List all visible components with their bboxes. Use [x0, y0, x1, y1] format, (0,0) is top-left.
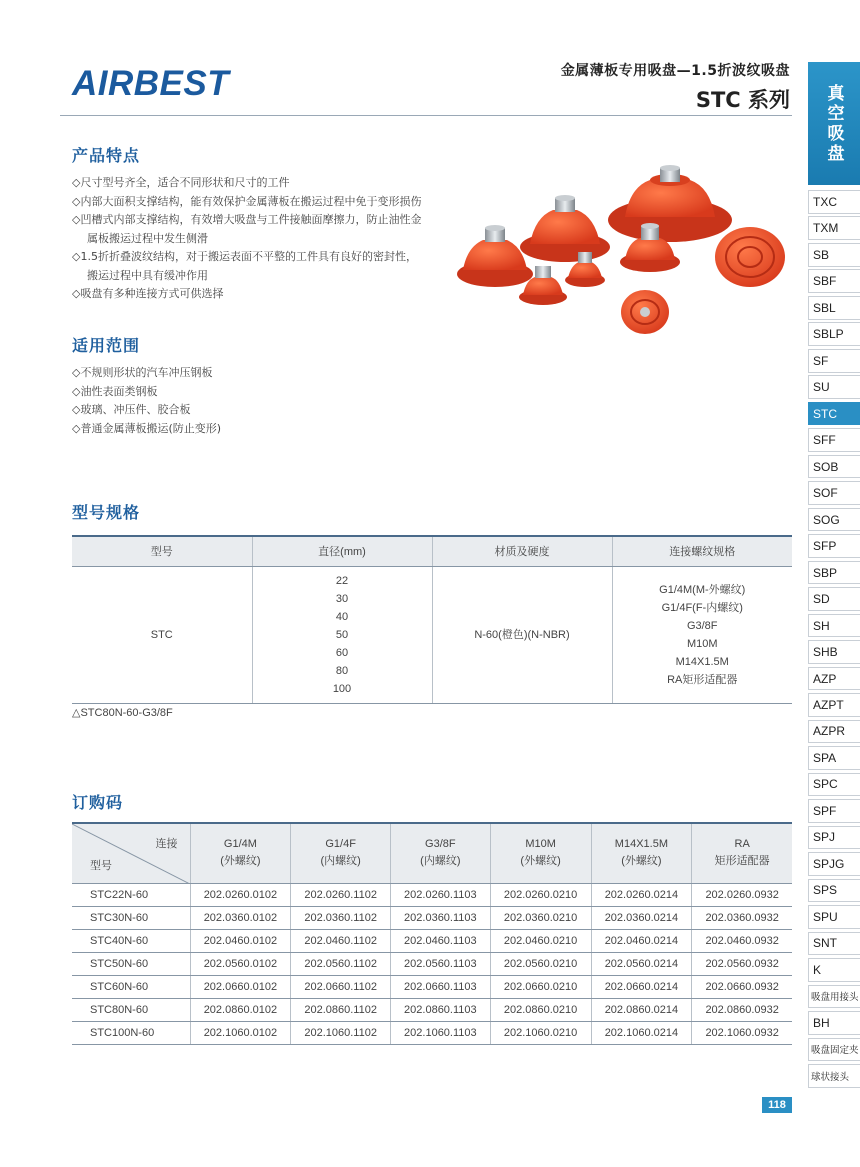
application-item: ◇普通金属薄板搬运(防止变形) [72, 421, 222, 435]
order-code-cell: 202.0560.1102 [291, 952, 391, 975]
order-column-header [591, 823, 692, 883]
side-nav-item[interactable]: AZP [808, 667, 860, 691]
spec-header-diameter: 直径(mm) [252, 536, 432, 566]
applications-list [72, 364, 221, 438]
side-nav-item[interactable]: SB [808, 243, 860, 267]
side-nav-item[interactable]: SOG [808, 508, 860, 532]
order-code-cell: 202.0360.0932 [692, 906, 792, 929]
thread-kind: (内螺纹) [320, 855, 361, 868]
feature-item: 属板搬运过程中发生侧滑 [87, 231, 208, 245]
features-list [72, 174, 421, 304]
order-code-cell: 202.1060.0102 [190, 1022, 291, 1045]
brand-logo: AIRBEST [72, 64, 230, 103]
order-code-cell: 202.0860.0932 [692, 998, 792, 1021]
side-nav-item[interactable]: AZPR [808, 720, 860, 744]
order-code-cell: 202.0360.0102 [190, 906, 291, 929]
side-nav-item[interactable]: SPJG [808, 852, 860, 876]
order-code-cell: 202.1060.0932 [692, 1022, 792, 1045]
order-code-cell: 202.0460.0210 [490, 929, 591, 952]
corner-model-label: 型号 [90, 859, 112, 872]
table-row [72, 906, 792, 929]
spec-diameters [252, 566, 432, 703]
order-code-cell: 202.1060.0214 [591, 1022, 692, 1045]
thread-option: RA矩形适配器 [667, 673, 738, 686]
applications-heading: 适用范围 [72, 336, 141, 355]
spec-material: N-60(橙色)(N-NBR) [432, 566, 612, 703]
side-nav-item[interactable]: STC [808, 402, 860, 426]
table-row [72, 952, 792, 975]
row-model: STC80N-60 [72, 998, 190, 1021]
order-code-cell: 202.0560.0932 [692, 952, 792, 975]
side-nav-item[interactable]: 吸盘固定夹 [808, 1038, 860, 1062]
thread-type: RA [734, 838, 750, 851]
order-code-cell: 202.0460.1102 [291, 929, 391, 952]
order-code-cell: 202.0460.0214 [591, 929, 692, 952]
side-nav-item[interactable]: SFP [808, 534, 860, 558]
order-code-cell: 202.0360.0214 [591, 906, 692, 929]
features-heading: 产品特点 [72, 146, 141, 165]
suction-cups-product-photo [455, 162, 785, 342]
header-divider [60, 115, 792, 116]
thread-kind: (外螺纹) [621, 855, 662, 868]
side-nav-item[interactable]: SU [808, 375, 860, 399]
order-code-cell: 202.0260.0932 [692, 883, 792, 906]
thread-kind: (内螺纹) [420, 855, 461, 868]
side-nav-item[interactable]: SHB [808, 640, 860, 664]
side-nav-item[interactable]: SOF [808, 481, 860, 505]
thread-type: M10M [525, 838, 556, 851]
thread-type: G3/8F [425, 838, 456, 851]
order-code-cell: 202.0660.0102 [190, 975, 291, 998]
spec-model: STC [72, 566, 252, 703]
order-code-cell: 202.0660.1102 [291, 975, 391, 998]
order-column-header [490, 823, 591, 883]
order-column-header [692, 823, 792, 883]
diameter-value: 80 [335, 664, 349, 677]
feature-item: ◇内部大面积支撑结构，能有效保护金属薄板在搬运过程中免于变形损伤 [72, 194, 422, 208]
side-nav-item[interactable]: SBF [808, 269, 860, 293]
diagonal-divider [72, 824, 190, 884]
side-nav-item[interactable]: SF [808, 349, 860, 373]
application-item: ◇不规则形状的汽车冲压钢板 [72, 366, 213, 379]
side-nav-item[interactable]: 吸盘用接头 [808, 985, 860, 1009]
order-column-header [190, 823, 291, 883]
side-nav-item[interactable]: 球状接头 [808, 1064, 860, 1088]
order-column-header [391, 823, 491, 883]
side-nav-item[interactable]: SBL [808, 296, 860, 320]
spec-header-model: 型号 [72, 536, 252, 566]
side-nav-item[interactable]: SPJ [808, 826, 860, 850]
table-row [72, 929, 792, 952]
row-model: STC50N-60 [72, 952, 190, 975]
table-row [72, 975, 792, 998]
side-nav-item[interactable]: SPC [808, 773, 860, 797]
application-item: ◇玻璃、冲压件、胶合板 [72, 403, 191, 416]
series-index-nav [808, 190, 860, 1090]
row-model: STC30N-60 [72, 906, 190, 929]
order-corner-header [72, 823, 190, 883]
thread-kind: 矩形适配器 [714, 855, 770, 868]
side-nav-item[interactable]: SH [808, 614, 860, 638]
order-code-cell: 202.0560.0210 [490, 952, 591, 975]
side-nav-item[interactable]: SFF [808, 428, 860, 452]
order-code-cell: 202.0260.0214 [591, 883, 692, 906]
order-code-cell: 202.0660.0932 [692, 975, 792, 998]
side-nav-item[interactable]: SD [808, 587, 860, 611]
thread-option: G1/4M(M-外螺纹) [659, 583, 746, 596]
thread-kind: (外螺纹) [520, 855, 561, 868]
category-tab[interactable]: 真空吸盘 [808, 62, 860, 185]
side-nav-item[interactable]: SPU [808, 905, 860, 929]
diameter-value: 100 [332, 682, 352, 695]
series-subtitle: 金属薄板专用吸盘—1.5折波纹吸盘 [560, 63, 790, 79]
order-heading: 订购码 [72, 793, 124, 812]
order-code-cell: 202.0260.1102 [291, 883, 391, 906]
corner-connection-label: 连接 [155, 838, 178, 850]
table-row [72, 1022, 792, 1045]
order-code-cell: 202.1060.1103 [391, 1022, 491, 1045]
side-nav-item[interactable]: SPA [808, 746, 860, 770]
side-nav-item[interactable]: K [808, 958, 860, 982]
thread-option: G3/8F [686, 619, 718, 632]
diameter-value: 22 [335, 574, 349, 587]
thread-option: M14X1.5M [675, 655, 729, 668]
side-nav-item[interactable]: SBP [808, 561, 860, 585]
order-code-cell: 202.0360.1103 [391, 906, 491, 929]
spec-threads [612, 566, 792, 703]
table-row [72, 883, 792, 906]
side-nav-item[interactable]: SPF [808, 799, 860, 823]
page-number: 118 [762, 1097, 792, 1113]
diameter-value: 40 [335, 610, 349, 623]
spec-heading: 型号规格 [72, 503, 141, 522]
diameter-value: 60 [335, 646, 349, 659]
side-nav-item[interactable]: TXC [808, 190, 860, 214]
order-code-cell: 202.0460.0932 [692, 929, 792, 952]
order-code-cell: 202.0860.0102 [190, 998, 291, 1021]
thread-option: G1/4F(F-内螺纹) [661, 601, 743, 614]
order-code-cell: 202.0260.0102 [190, 883, 291, 906]
order-code-cell: 202.0460.0102 [190, 929, 291, 952]
order-code-cell: 202.0560.0214 [591, 952, 692, 975]
order-code-table [72, 822, 792, 1045]
spec-header-material: 材质及硬度 [432, 536, 612, 566]
order-code-cell: 202.0660.1103 [391, 975, 491, 998]
row-model: STC60N-60 [72, 975, 190, 998]
feature-item: ◇1.5折折叠波纹结构，对于搬运表面不平整的工件具有良好的密封性， [72, 250, 417, 263]
order-column-header [291, 823, 391, 883]
side-nav-item[interactable]: BH [808, 1011, 860, 1035]
order-code-cell: 202.1060.1102 [291, 1022, 391, 1045]
order-code-cell: 202.0660.0214 [591, 975, 692, 998]
side-nav-item[interactable]: AZPT [808, 693, 860, 717]
order-code-cell: 202.0860.0210 [490, 998, 591, 1021]
side-nav-item[interactable]: TXM [808, 216, 860, 240]
spec-header-thread: 连接螺纹规格 [612, 536, 792, 566]
table-row [72, 998, 792, 1021]
row-model: STC40N-60 [72, 929, 190, 952]
order-code-cell: 202.1060.0210 [490, 1022, 591, 1045]
page-header-title [561, 60, 790, 114]
side-nav-item[interactable]: SBLP [808, 322, 860, 346]
spec-table [72, 535, 792, 704]
series-title: STC 系列 [695, 88, 790, 112]
order-code-cell: 202.0260.1103 [391, 883, 491, 906]
diameter-value: 30 [335, 592, 349, 605]
order-code-cell: 202.0860.0214 [591, 998, 692, 1021]
side-nav-item[interactable]: SOB [808, 455, 860, 479]
side-nav-item[interactable]: SNT [808, 932, 860, 956]
feature-item: ◇尺寸型号齐全，适合不同形状和尺寸的工件 [72, 176, 290, 189]
application-item: ◇油性表面类钢板 [72, 384, 158, 398]
order-code-cell: 202.0360.1102 [291, 906, 391, 929]
feature-item: ◇凹槽式内部支撑结构，有效增大吸盘与工件接触面摩擦力，防止油性金 [72, 213, 422, 226]
order-example: △STC80N-60-G3/8F [72, 707, 173, 719]
thread-type: G1/4F [325, 838, 356, 851]
order-code-cell: 202.0660.0210 [490, 975, 591, 998]
order-code-cell: 202.0560.1103 [391, 952, 491, 975]
order-code-cell: 202.0560.0102 [190, 952, 291, 975]
order-code-cell: 202.0860.1103 [391, 998, 491, 1021]
order-code-cell: 202.0460.1103 [391, 929, 491, 952]
thread-type: M14X1.5M [614, 838, 668, 851]
order-code-cell: 202.0860.1102 [291, 998, 391, 1021]
row-model: STC100N-60 [72, 1022, 190, 1045]
diameter-value: 50 [335, 628, 349, 641]
side-nav-item[interactable]: SPS [808, 879, 860, 903]
feature-item: 搬运过程中具有缓冲作用 [87, 268, 208, 282]
thread-type: G1/4M [223, 838, 257, 851]
order-code-cell: 202.0360.0210 [490, 906, 591, 929]
row-model: STC22N-60 [72, 883, 190, 906]
thread-kind: (外螺纹) [220, 855, 261, 868]
feature-item: ◇吸盘有多种连接方式可供选择 [72, 287, 224, 300]
order-code-cell: 202.0260.0210 [490, 883, 591, 906]
thread-option: M10M [686, 637, 718, 650]
